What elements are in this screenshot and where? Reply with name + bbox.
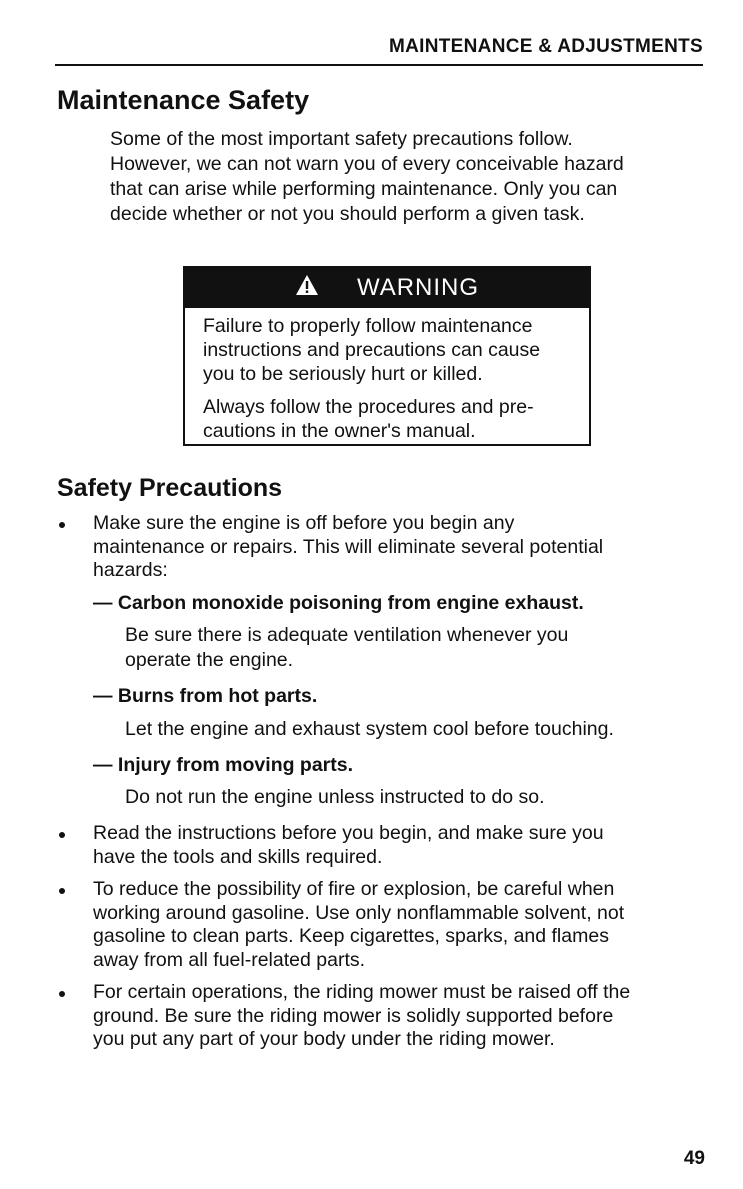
hazard-title: — Injury from moving parts. xyxy=(93,753,354,776)
warning-banner xyxy=(185,268,589,308)
hazard-desc: Do not run the engine unless instructed to do so. xyxy=(125,786,545,808)
list-item: For certain operations, the riding mower must be raised off the ground. Be sure the riding mower is solidly supported before you put any part of your body under the riding mower. xyxy=(55,981,705,1052)
hazard-title: — Burns from hot parts. xyxy=(93,685,318,707)
hazard-desc: Let the engine and exhaust system cool before touching. xyxy=(125,717,614,740)
warning-line: Failure to properly follow maintenance xyxy=(203,315,533,337)
intro-line: decide whether or not you should perform a given task. xyxy=(110,203,585,225)
warning-triangle-icon xyxy=(295,274,319,303)
page-number: 49 xyxy=(683,1148,705,1169)
hazard-item xyxy=(93,685,705,742)
bullet-icon xyxy=(59,522,65,528)
list-item: Read the instructions before you begin, and make sure you have the tools and skills required. xyxy=(55,822,705,869)
bullet-icon xyxy=(59,991,65,997)
warning-body xyxy=(185,308,589,443)
intro-line: However, we can not warn you of every conceivable hazard xyxy=(110,153,624,175)
hazard-desc: Be sure there is adequate ventilation whenever you operate the engine. xyxy=(125,624,569,671)
intro-line: Some of the most important safety precautions follow. xyxy=(110,128,573,150)
bullet-icon xyxy=(59,888,65,894)
hazard-title: — Carbon monoxide poisoning from engine exhaust. xyxy=(93,591,584,614)
hazard-item xyxy=(93,592,705,674)
precautions-list xyxy=(55,512,705,1061)
list-item: Make sure the engine is off before you begin any maintenance or repairs. This will eliminate several potential hazards: — Carbon monoxide poisoning from engine exhaust. Be sure there is adequate ventilation whenever you operate the engine. — Burns from hot parts. Let the engine and exhaust system cool before touching. — Injury from moving parts. Do not run the engine unless instructed to do so. xyxy=(55,512,705,810)
warning-box xyxy=(183,266,591,446)
bullet-icon xyxy=(59,832,65,838)
warning-line: you to be seriously hurt or killed. xyxy=(203,363,483,385)
section-header: MAINTENANCE & ADJUSTMENTS xyxy=(389,36,703,57)
warning-paragraph xyxy=(203,314,579,386)
warning-line: instructions and precautions can cause xyxy=(203,339,541,361)
safety-precautions-heading: Safety Precautions xyxy=(57,474,283,502)
hazard-item xyxy=(93,754,705,811)
warning-line: cautions in the owner's manual. xyxy=(203,420,476,442)
list-item: To reduce the possibility of fire or explosion, be careful when working around gasoline. Use only nonflammable solvent, not gasoline to clean parts. Keep cigarettes, sparks, and flames away from all fuel-related parts. xyxy=(55,878,705,972)
maintenance-safety-heading: Maintenance Safety xyxy=(57,85,310,115)
intro-paragraph xyxy=(110,127,710,227)
intro-line: that can arise while performing maintenance. Only you can xyxy=(110,178,618,200)
warning-label: WARNING xyxy=(356,274,480,301)
warning-line: Always follow the procedures and pre- xyxy=(203,396,534,418)
warning-paragraph xyxy=(203,395,579,443)
header-rule xyxy=(55,64,703,66)
